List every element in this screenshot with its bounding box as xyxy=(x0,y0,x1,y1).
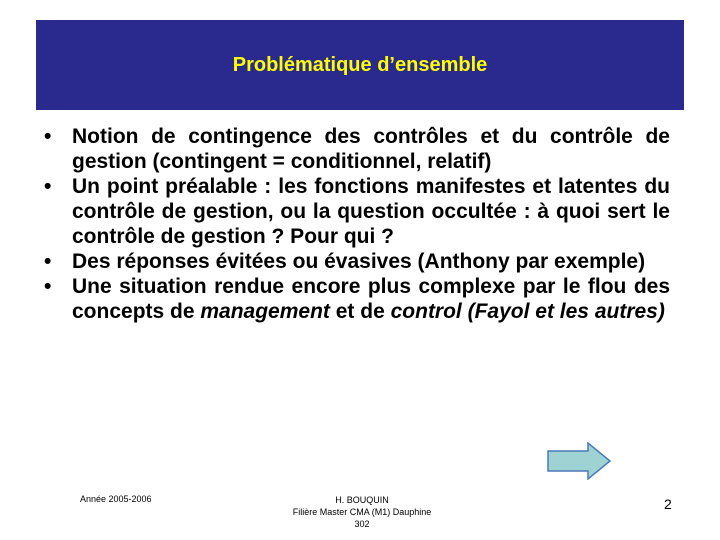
bullet-item xyxy=(44,249,670,274)
bullet-marker: • xyxy=(44,175,52,198)
bullet-marker: • xyxy=(44,125,52,148)
arrow-shape xyxy=(548,443,610,479)
bullet-list xyxy=(44,124,670,324)
footer-program: Filière Master CMA (M1) Dauphine xyxy=(292,507,432,517)
bullet-emphasis: management xyxy=(200,300,330,323)
bullet-item xyxy=(44,124,670,174)
right-arrow-icon[interactable] xyxy=(546,442,612,480)
bullet-text: Des réponses évitées ou évasives (Anthony par exemple) xyxy=(72,250,646,273)
title-banner xyxy=(36,20,684,110)
footer-credits xyxy=(262,494,462,530)
bullet-text: et de xyxy=(329,300,391,323)
bullet-emphasis: control (Fayol et les autres) xyxy=(390,300,665,323)
bullet-text: Un point préalable : les fonctions manifestes et latentes du contrôle de gestion, ou la question occultée : à quoi sert le contrôle de gestion ? Pour qui ? xyxy=(72,175,670,248)
bullet-marker: • xyxy=(44,250,52,273)
bullet-text: Notion de contingence des contrôles et du contrôle de gestion (contingent = conditionnel, relatif) xyxy=(72,125,670,173)
bullet-text: Une situation rendue encore plus complexe par le flou des concepts de xyxy=(72,275,670,323)
bullet-item xyxy=(44,274,670,324)
footer-code: 302 xyxy=(354,519,370,529)
page-number: 2 xyxy=(664,496,672,512)
footer-author: H. BOUQUIN xyxy=(335,495,389,505)
footer-year: Année 2005-2006 xyxy=(80,494,152,504)
bullet-item xyxy=(44,174,670,249)
bullet-marker: • xyxy=(44,275,52,298)
slide-title: Problématique d’ensemble xyxy=(232,53,488,76)
